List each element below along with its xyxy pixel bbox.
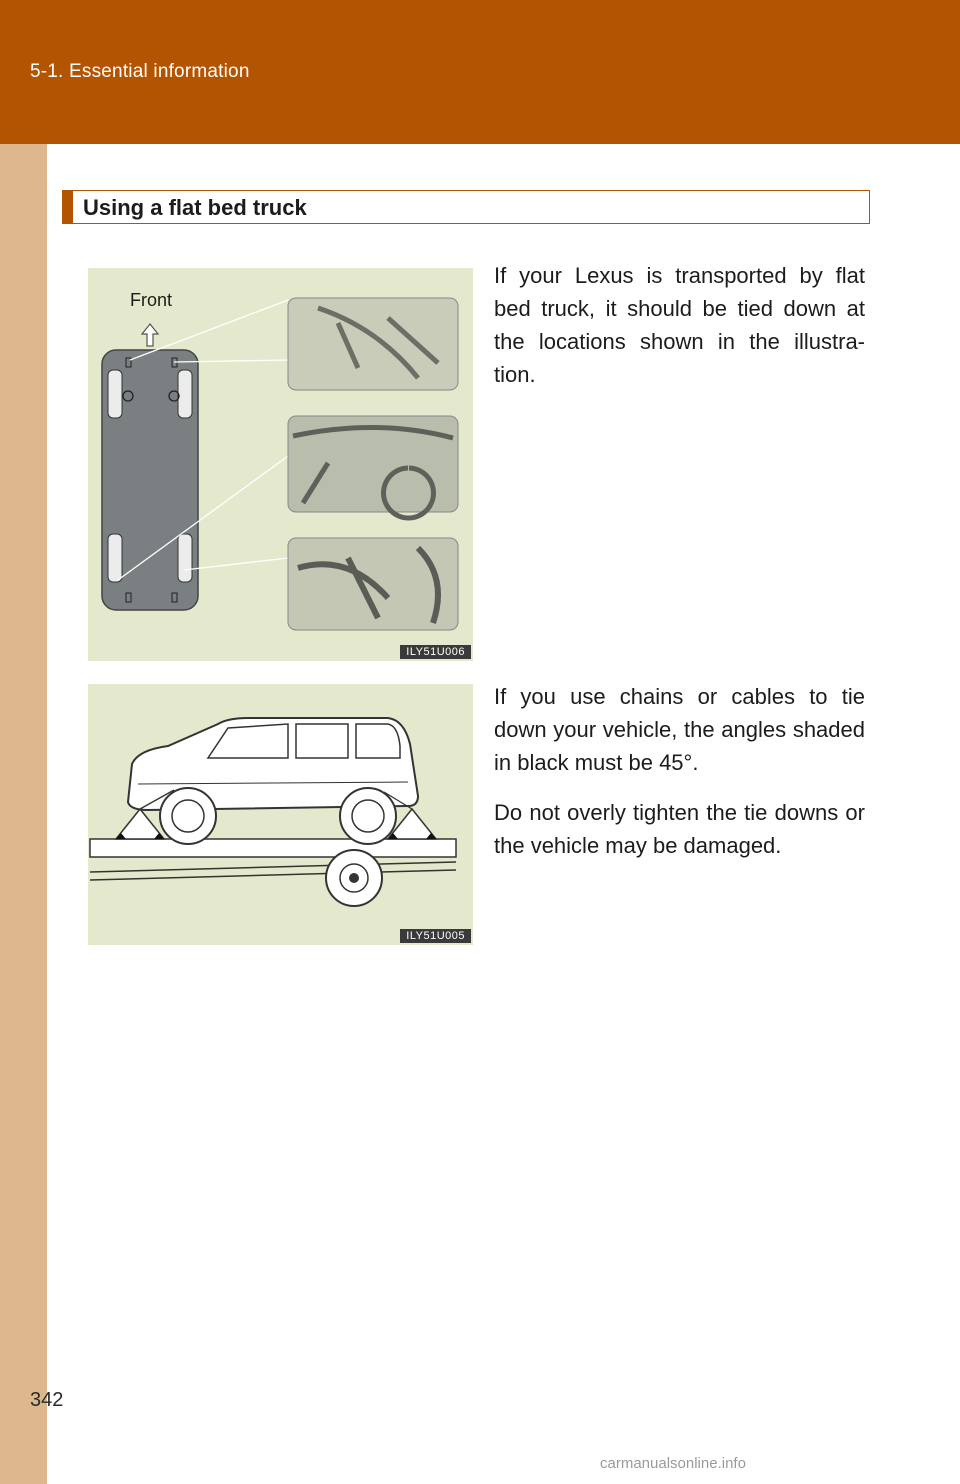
heading-accent-bar: [63, 191, 73, 223]
header-bar: [0, 0, 960, 144]
left-margin-strip: [0, 144, 47, 1484]
watermark: carmanualsonline.info: [600, 1455, 746, 1472]
paragraph-tie-down-angles: If you use chains or cables to tie down your vehicle, the angles shaded in black must be 45°.: [494, 684, 865, 775]
front-label: Front: [130, 290, 173, 310]
figure-code: ILY51U006: [400, 645, 471, 659]
paragraph-tie-down-locations: If your Lexus is transported by flat bed truck, it should be tied down at the locations shown in the illustra-tion.: [494, 263, 865, 387]
figure-code: ILY51U005: [400, 929, 471, 943]
tie-down-locations-illustration: [88, 268, 473, 661]
section-title: 5-1. Essential information: [30, 61, 250, 82]
vehicle-underside-diagram: [88, 268, 473, 661]
heading-text: Using a flat bed truck: [83, 195, 307, 220]
page-number: 342: [30, 1389, 64, 1411]
flatbed-truck-illustration: [88, 684, 473, 945]
section-heading: [62, 190, 870, 224]
flatbed-vehicle-diagram: [88, 684, 473, 945]
paragraph-overtighten-warning: Do not overly tighten the tie downs or the vehicle may be damaged.: [494, 800, 865, 858]
